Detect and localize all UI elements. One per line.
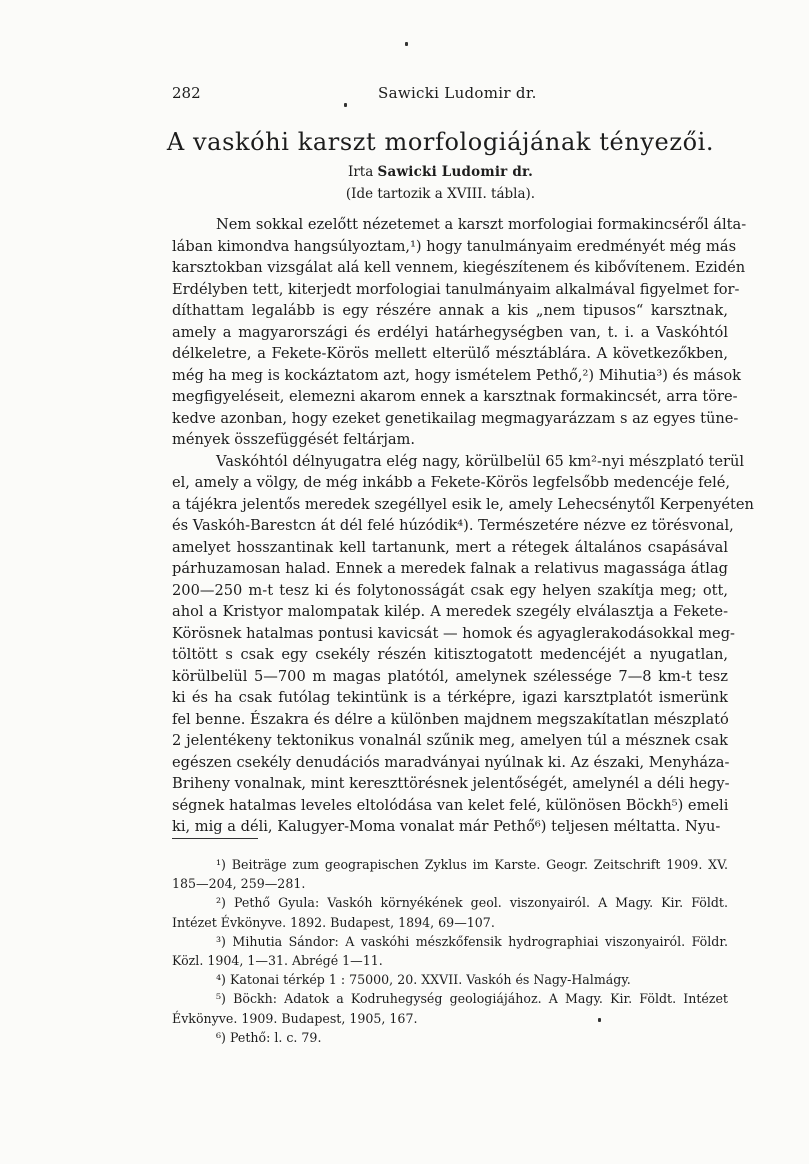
footnote-line: ⁴) Katonai térkép 1 : 75000, 20. XXVII. Vaskóh és Nagy-Halmágy.: [216, 972, 631, 988]
body-line: mények összefüggését feltárjam.: [172, 431, 416, 448]
body-line: Erdélyben tett, kiterjedt morfologiai tanulmányaim alkalmával figyelmet for-: [172, 280, 740, 298]
footnote-line: ¹) Beiträge zum geograpischen Zyklus im Karste. Geogr. Zeitschrift 1909. XV.: [216, 857, 728, 872]
body-line: fel benne. Északra és délre a különben majdnem megszakítatlan mészplató: [172, 710, 729, 728]
print-speck: [405, 42, 408, 46]
plate-note: (Ide tartozik a XVIII. tábla).: [345, 186, 536, 202]
print-speck: [598, 1018, 601, 1022]
footnote-line: ⁵) Böckh: Adatok a Kodruhegység geologiájához. A Magy. Kir. Földt. Intézet: [216, 991, 728, 1007]
page-number: 282: [172, 84, 201, 102]
footnote-line: ²) Pethő Gyula: Vaskóh környékének geol. viszonyairól. A Magy. Kir. Földt.: [216, 895, 728, 911]
body-line: még ha meg is kockáztatom azt, hogy ismételem Pethő,²) Mihutia³) és mások: [172, 366, 741, 384]
body-line: a tájékra jelentős meredek szegéllyel esik le, amely Lehecsénytől Kerpenyéten: [172, 495, 754, 513]
author-name: Sawicki Ludomir dr.: [377, 164, 533, 180]
print-speck: [344, 103, 347, 107]
author-prefix: Irta: [347, 164, 374, 180]
body-line: 200—250 m-t tesz ki és folytonosságát csak egy helyen szakítja meg; ott,: [172, 581, 728, 599]
body-line: 2 jelentékeny tektonikus vonalnál szűnik meg, amelyen túl a mésznek csak: [172, 732, 728, 749]
body-line: amelyet hosszantinak kell tartanunk, mert a rétegek általános csapásával: [172, 538, 728, 556]
body-line: töltött s csak egy csekély részén kitisztogatott medencéjét a nyugatlan,: [172, 646, 728, 663]
body-line: körülbelül 5—700 m magas platótól, amelynek szélessége 7—8 km-t tesz: [172, 667, 728, 685]
body-line: Vaskóhtól délnyugatra elég nagy, körülbelül 65 km²-nyi mészplató terül: [216, 452, 745, 470]
body-line: ségnek hatalmas leveles eltolódása van kelet felé, különösen Böckh⁵) emeli: [172, 796, 729, 814]
footnote-line: ⁶) Pethő: l. c. 79.: [216, 1029, 322, 1045]
body-line: párhuzamosan halad. Ennek a meredek falnak a relativus magassága átlag: [172, 560, 728, 577]
body-line: Körösnek hatalmas pontusi kavicsát — homok és agyaglerakodásokkal meg-: [172, 624, 735, 642]
footnotes: [172, 855, 728, 1047]
running-head: Sawicki Ludomir dr.: [378, 84, 537, 102]
body-line: Briheny vonalnak, mint kereszttörésnek jelentőségét, amelynél a déli hegy-: [172, 775, 730, 792]
footnote-line: Intézet Évkönyve. 1892. Budapest, 1894, 69—107.: [172, 914, 495, 930]
article-title: A vaskóhi karszt morfologiájának tényezői.: [166, 128, 715, 156]
body-line: lában kimondva hangsúlyoztam,¹) hogy tanulmányaim eredményét még más: [172, 237, 737, 255]
body-line: karsztokban vizsgálat alá kell vennem, kiegészítenem és kibővítenem. Ezidén: [172, 259, 746, 276]
body-line: amely a magyarországi és erdélyi határhegységben van, t. i. a Vaskóhtól: [172, 323, 728, 341]
body-line: el, amely a völgy, de még inkább a Fekete-Körös legfelsőbb medencéje felé,: [172, 474, 731, 491]
footnote-line: Közl. 1904, 1—31. Abrégé 1—11.: [172, 952, 383, 968]
footnote-line: 185—204, 259—281.: [172, 876, 306, 892]
body-line: díthattam legalább is egy részére annak a kis „nem tipusos“ karsztnak,: [172, 302, 728, 319]
body-line: Nem sokkal ezelőtt nézetemet a karszt morfologiai formakincséről álta-: [216, 216, 747, 233]
body-line: kedve azonban, hogy ezeket genetikailag megmagyarázzam s az egyes tüne-: [172, 409, 739, 427]
footnote-line: Évkönyve. 1909. Budapest, 1905, 167.: [172, 1010, 418, 1026]
body-line: ahol a Kristyor malompatak kilép. A meredek szegély elválasztja a Fekete-: [172, 603, 728, 620]
body-line: és Vaskóh-Barestcn át dél felé húzódik⁴). Természetére nézve ez törésvonal,: [172, 517, 734, 534]
body-line: délkeletre, a Fekete-Körös mellett elterülő mésztáblára. A következőkben,: [172, 345, 728, 362]
body-line: ki, mig a déli, Kalugyer-Moma vonalat már Pethő⁶) teljesen méltatta. Nyu-: [172, 818, 721, 835]
author-line: [36, 164, 809, 180]
body-line: egészen csekély denudációs maradványai nyúlnak ki. Az északi, Menyháza-: [172, 753, 730, 771]
body-line: megfigyeléseit, elemezni akarom ennek a karsztnak formakincsét, arra töre-: [172, 388, 738, 405]
footnote-line: ³) Mihutia Sándor: A vaskóhi mészkőfensik hydrographiai viszonyairól. Földr.: [216, 933, 728, 949]
body-text: [172, 214, 754, 838]
footnote-rule: [172, 838, 258, 839]
body-line: ki és ha csak futólag tekintünk is a térképre, igazi karsztplatót ismerünk: [172, 689, 728, 706]
